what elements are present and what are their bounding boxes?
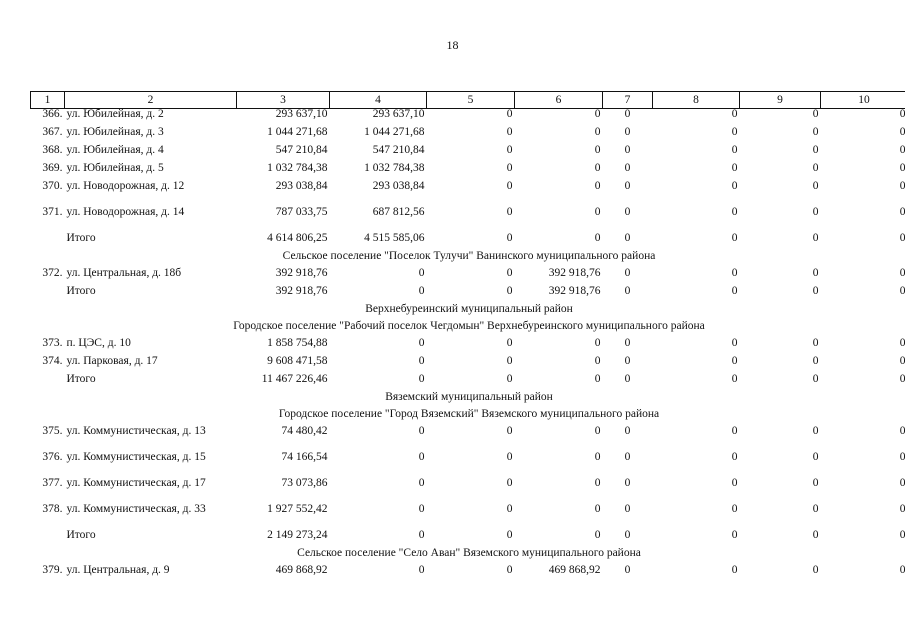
value-cell-7: 0 [624,206,631,218]
value-cell-6: 0 [594,529,601,541]
value-cell-3: 392 918,76 [275,285,328,297]
value-cell-9: 0 [812,108,819,120]
value-cell-4: 0 [418,425,425,437]
value-cell-7: 0 [624,267,631,279]
value-cell-6: 0 [594,108,601,120]
value-cell-4: 0 [418,285,425,297]
value-cell-6: 0 [594,425,601,437]
value-cell-9: 0 [812,126,819,138]
row-index-cell [31,233,65,251]
table-row [31,181,905,207]
value-cell-8: 0 [731,144,738,156]
value-cell-9: 0 [812,355,819,367]
value-cell-6: 0 [594,180,601,192]
section-title: Сельское поселение "Село Аван" Вяземского муниципального района [297,547,641,559]
row-index-cell: 366. [42,108,63,120]
value-cell-5: 0 [506,162,513,174]
value-cell-5: 0 [506,564,513,576]
row-index-cell: 368. [42,144,63,156]
value-cell-3: 73 073,86 [281,477,328,489]
value-cell-3: 4 614 806,25 [267,232,328,244]
value-cell-7: 0 [624,477,631,489]
value-cell-10: 0 [899,108,905,120]
value-cell-9: 0 [812,232,819,244]
column-header: 3 [237,92,330,109]
column-header: 10 [821,92,905,109]
value-cell-8: 0 [731,425,738,437]
section-title: Вяземский муниципальный район [385,391,553,403]
address-cell: ул. Центральная, д. 9 [66,564,170,576]
section-title: Сельское поселение "Поселок Тулучи" Ванинского муниципального района [282,250,656,262]
row-index-cell [31,530,65,548]
table-row [31,478,905,504]
value-cell-3: 2 149 273,24 [267,529,328,541]
total-row [31,233,905,251]
value-cell-8: 0 [731,180,738,192]
value-cell-7: 0 [624,355,631,367]
value-cell-4: 0 [418,477,425,489]
value-cell-6: 0 [594,503,601,515]
value-cell-6: 0 [594,126,601,138]
value-cell-9: 0 [812,451,819,463]
section-header-row [31,251,905,268]
value-cell-7: 0 [624,425,631,437]
value-cell-3: 787 033,75 [275,206,328,218]
row-index-cell: 378. [42,503,63,515]
value-cell-4: 0 [418,564,425,576]
value-cell-5: 0 [506,126,513,138]
value-cell-9: 0 [812,503,819,515]
value-cell-4: 293 637,10 [372,108,425,120]
value-cell-8: 0 [731,503,738,515]
value-cell-4: 293 038,84 [372,180,425,192]
value-cell-6: 0 [594,337,601,349]
value-cell-4: 0 [418,503,425,515]
address-cell: ул. Парковая, д. 17 [66,355,158,367]
value-cell-5: 0 [506,503,513,515]
value-cell-5: 0 [506,355,513,367]
address-cell: п. ЦЭС, д. 10 [66,337,131,349]
address-cell: ул. Новодорожная, д. 14 [66,206,185,218]
value-cell-4: 0 [418,529,425,541]
value-cell-5: 0 [506,108,513,120]
row-index-cell: 373. [42,337,63,349]
column-header: 6 [515,92,603,109]
value-cell-7: 0 [624,564,631,576]
address-cell: ул. Юбилейная, д. 2 [66,108,164,120]
value-cell-3: 1 044 271,68 [267,126,328,138]
row-index-cell: 379. [42,564,63,576]
value-cell-4: 547 210,84 [372,144,425,156]
value-cell-6: 0 [594,477,601,489]
value-cell-7: 0 [624,144,631,156]
value-cell-10: 0 [899,267,905,279]
value-cell-10: 0 [899,451,905,463]
value-cell-4: 687 812,56 [372,206,425,218]
total-row [31,286,905,304]
table-row [31,565,905,583]
value-cell-9: 0 [812,180,819,192]
value-cell-7: 0 [624,108,631,120]
value-cell-9: 0 [812,267,819,279]
value-cell-8: 0 [731,451,738,463]
section-header-row [31,409,905,426]
value-cell-8: 0 [731,126,738,138]
table-row [31,207,905,233]
value-cell-5: 0 [506,285,513,297]
address-cell: ул. Центральная, д. 18б [66,267,182,279]
value-cell-7: 0 [624,337,631,349]
value-cell-10: 0 [899,126,905,138]
row-index-cell [31,286,65,304]
value-cell-10: 0 [899,180,905,192]
value-cell-8: 0 [731,564,738,576]
value-cell-5: 0 [506,425,513,437]
row-index-cell: 367. [42,126,63,138]
value-cell-3: 74 166,54 [281,451,328,463]
value-cell-4: 1 032 784,38 [364,162,425,174]
value-cell-5: 0 [506,144,513,156]
table-body [31,109,905,584]
value-cell-8: 0 [731,267,738,279]
value-cell-3: 11 467 226,46 [261,373,328,385]
column-header-row [31,92,905,109]
value-cell-9: 0 [812,285,819,297]
address-cell: ул. Коммунистическая, д. 33 [66,503,206,515]
value-cell-5: 0 [506,267,513,279]
address-cell: Итого [66,373,96,385]
table-row [31,426,905,452]
value-cell-8: 0 [731,108,738,120]
value-cell-4: 0 [418,355,425,367]
value-cell-8: 0 [731,232,738,244]
value-cell-3: 293 038,84 [275,180,328,192]
value-cell-10: 0 [899,425,905,437]
column-header: 1 [31,92,65,109]
value-cell-10: 0 [899,477,905,489]
value-cell-5: 0 [506,451,513,463]
address-cell: ул. Коммунистическая, д. 15 [66,451,206,463]
table-row [31,163,905,181]
address-cell: Итого [66,285,96,297]
column-header: 5 [427,92,515,109]
value-cell-7: 0 [624,503,631,515]
value-cell-5: 0 [506,337,513,349]
value-cell-10: 0 [899,232,905,244]
value-cell-9: 0 [812,564,819,576]
value-cell-3: 392 918,76 [275,267,328,279]
value-cell-9: 0 [812,162,819,174]
table-row [31,145,905,163]
row-index-cell: 371. [42,206,63,218]
value-cell-5: 0 [506,206,513,218]
value-cell-10: 0 [899,355,905,367]
table-row [31,504,905,530]
value-cell-4: 1 044 271,68 [364,126,425,138]
value-cell-10: 0 [899,564,905,576]
value-cell-10: 0 [899,373,905,385]
address-cell: ул. Коммунистическая, д. 17 [66,477,206,489]
value-cell-8: 0 [731,206,738,218]
section-title: Городское поселение "Город Вяземский" Вяземского муниципального района [278,408,660,420]
row-index-cell: 370. [42,180,63,192]
value-cell-6: 0 [594,373,601,385]
row-index-cell: 372. [42,267,63,279]
value-cell-8: 0 [731,529,738,541]
table-row [31,452,905,478]
value-cell-9: 0 [812,477,819,489]
table-row [31,127,905,145]
value-cell-10: 0 [899,144,905,156]
value-cell-5: 0 [506,232,513,244]
value-cell-8: 0 [731,355,738,367]
section-header-row [31,548,905,565]
value-cell-6: 0 [594,355,601,367]
data-table [30,91,905,583]
value-cell-9: 0 [812,425,819,437]
address-cell: ул. Новодорожная, д. 12 [66,180,185,192]
table-row [31,109,905,128]
value-cell-5: 0 [506,180,513,192]
row-index-cell [31,374,65,392]
value-cell-6: 392 918,76 [548,267,601,279]
value-cell-6: 0 [594,144,601,156]
value-cell-4: 0 [418,451,425,463]
address-cell: ул. Коммунистическая, д. 13 [66,425,206,437]
value-cell-10: 0 [899,503,905,515]
value-cell-4: 0 [418,373,425,385]
value-cell-9: 0 [812,206,819,218]
value-cell-5: 0 [506,373,513,385]
value-cell-9: 0 [812,337,819,349]
value-cell-5: 0 [506,529,513,541]
value-cell-7: 0 [624,373,631,385]
value-cell-9: 0 [812,529,819,541]
value-cell-4: 4 515 585,06 [364,232,425,244]
section-header-row [31,304,905,321]
row-index-cell: 377. [42,477,63,489]
value-cell-8: 0 [731,285,738,297]
value-cell-6: 0 [594,206,601,218]
total-row [31,374,905,392]
total-row [31,530,905,548]
address-cell: ул. Юбилейная, д. 3 [66,126,164,138]
address-cell: Итого [66,529,96,541]
value-cell-4: 0 [418,337,425,349]
column-header: 4 [330,92,427,109]
value-cell-5: 0 [506,477,513,489]
value-cell-7: 0 [624,451,631,463]
value-cell-10: 0 [899,206,905,218]
column-header: 8 [653,92,740,109]
row-index-cell: 369. [42,162,63,174]
value-cell-3: 1 032 784,38 [267,162,328,174]
column-header: 7 [603,92,653,109]
table-row [31,338,905,356]
table-row [31,356,905,374]
page-number: 18 [446,38,459,52]
value-cell-6: 392 918,76 [548,285,601,297]
value-cell-8: 0 [731,162,738,174]
value-cell-8: 0 [731,373,738,385]
row-index-cell: 375. [42,425,63,437]
value-cell-4: 0 [418,267,425,279]
value-cell-10: 0 [899,285,905,297]
column-header: 2 [65,92,237,109]
value-cell-7: 0 [624,529,631,541]
row-index-cell: 376. [42,451,63,463]
column-header: 9 [740,92,821,109]
section-header-row [31,392,905,409]
value-cell-7: 0 [624,180,631,192]
value-cell-3: 547 210,84 [275,144,328,156]
address-cell: Итого [66,232,96,244]
value-cell-10: 0 [899,337,905,349]
row-index-cell: 374. [42,355,63,367]
value-cell-7: 0 [624,126,631,138]
value-cell-8: 0 [731,477,738,489]
value-cell-3: 1 927 552,42 [267,503,328,515]
value-cell-7: 0 [624,162,631,174]
value-cell-3: 469 868,92 [275,564,328,576]
value-cell-3: 1 858 754,88 [267,337,328,349]
value-cell-6: 0 [594,232,601,244]
address-cell: ул. Юбилейная, д. 4 [66,144,164,156]
value-cell-7: 0 [624,285,631,297]
value-cell-9: 0 [812,144,819,156]
section-title: Верхнебуреинский муниципальный район [365,303,573,315]
value-cell-3: 293 637,10 [275,108,328,120]
section-header-row [31,321,905,338]
table-row [31,268,905,286]
value-cell-9: 0 [812,373,819,385]
address-cell: ул. Юбилейная, д. 5 [66,162,164,174]
value-cell-8: 0 [731,337,738,349]
value-cell-3: 74 480,42 [281,425,328,437]
value-cell-6: 469 868,92 [548,564,601,576]
value-cell-3: 9 608 471,58 [267,355,328,367]
section-title: Городское поселение "Рабочий поселок Чегдомын" Верхнебуреинского муниципального района [233,320,705,332]
value-cell-6: 0 [594,451,601,463]
value-cell-6: 0 [594,162,601,174]
value-cell-7: 0 [624,232,631,244]
value-cell-10: 0 [899,529,905,541]
value-cell-10: 0 [899,162,905,174]
